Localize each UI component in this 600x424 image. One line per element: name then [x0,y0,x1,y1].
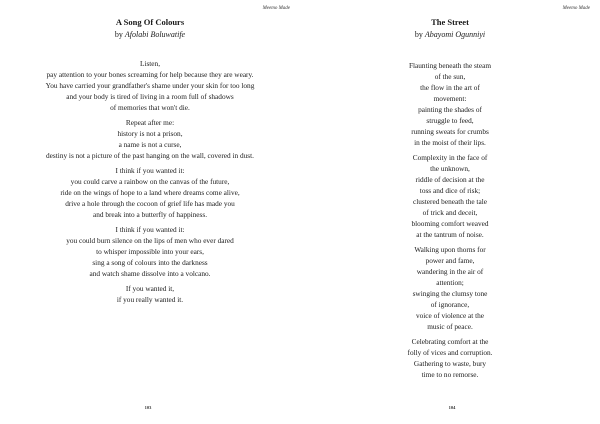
poem-line: the flow in the art of [420,83,480,92]
page-number: 103 [144,405,152,410]
poem-line: Walking upon thorns for [414,245,486,254]
poem-line: riddle of decision at the [415,175,485,184]
poem-line: of the sun, [434,72,466,81]
byline [0,30,300,39]
poem-line: if you really wanted it. [116,295,184,304]
byline-prefix: by [114,30,125,39]
poem-title: The Street [431,17,469,27]
poem-line: of memories that won't die. [110,103,190,112]
stanza [0,58,300,113]
byline-prefix: by [414,30,425,39]
poem-line: folly of vices and corruption. [407,348,493,357]
poem-line: toss and dice of risk; [419,186,481,195]
poem-line: drive a hole through the cocoon of grief life has made you [65,199,235,208]
poem-line: power and fame, [425,256,475,265]
poem-line: in the moist of their lips. [414,138,486,147]
poem-line: I think if you wanted it: [115,166,185,175]
poem-body [0,58,300,309]
poem-line: Flaunting beneath the steam [408,61,492,70]
poem-line: painting the shades of [418,105,482,114]
poem-line: movement: [433,94,467,103]
stanza [300,244,600,332]
author-name: Abayomi Ogunniyi [424,30,486,39]
poem-line: sing a song of colours into the darkness [92,258,208,267]
poem-line: history is not a prison, [117,129,183,138]
poem-line: attention; [436,278,464,287]
poem-line: You have carried your grandfather's shame under your skin for too long [45,81,255,90]
right-page [300,0,600,424]
poem-line: Repeat after me: [125,118,175,127]
poem-line: and watch shame dissolve into a volcano. [89,269,211,278]
poem-line: a name is not a curse, [118,140,182,149]
poem-line: struggle to feed, [426,116,474,125]
stanza [0,165,300,220]
poem-title: A Song Of Colours [115,17,185,27]
stanza [0,283,300,305]
stanza [300,60,600,148]
poem-line: music of peace. [427,322,473,331]
stanza [0,117,300,161]
byline [300,30,600,39]
poem-line: swinging the clumsy tone [412,289,488,298]
poem-line: time to no remorse. [421,370,479,379]
page-number: 104 [448,405,456,410]
poem-body [300,60,600,384]
poem-line: Celebrating comfort at the [411,337,489,346]
stanza [300,336,600,380]
poem-line: clustered beneath the tale [413,197,487,206]
poem-line: destiny is not a picture of the past hanging on the wall, covered in dust. [46,151,254,160]
poem-line: of trick and deceit, [422,208,478,217]
poem-line: the unknown, [430,164,470,173]
poem-line: and break into a butterfly of happiness. [92,210,208,219]
poem-line: at the tantrum of noise. [416,230,484,239]
poem-line: to whisper impossible into your ears, [96,247,204,256]
poem-line: blooming comfort weaved [411,219,489,228]
poem-line: wandering in the air of [416,267,484,276]
running-head: Meemo Made [562,6,590,11]
poem-line: pay attention to your bones screaming for help because they are weary. [46,70,254,79]
poem-line: Gathering to waste, bury [413,359,487,368]
poem-line: ride on the wings of hope to a land where dreams come alive, [60,188,240,197]
poem-line: of ignorance, [430,300,470,309]
poem-line: Listen, [139,59,161,68]
poem-line: I think if you wanted it: [115,225,185,234]
poem-line: voice of violence at the [415,311,485,320]
running-head: Meemo Made [262,6,290,11]
author-name: Afolabi Boluwatife [124,30,186,39]
poem-line: and your body is tired of living in a room full of shadows [66,92,234,101]
stanza [0,224,300,279]
poem-line: Complexity in the face of [412,153,488,162]
poem-line: you could carve a rainbow on the canvas of the future, [70,177,230,186]
poem-line: running sweats for crumbs [411,127,489,136]
stanza [300,152,600,240]
poem-line: If you wanted it, [125,284,175,293]
poem-line: you could burn silence on the lips of men who ever dared [66,236,234,245]
